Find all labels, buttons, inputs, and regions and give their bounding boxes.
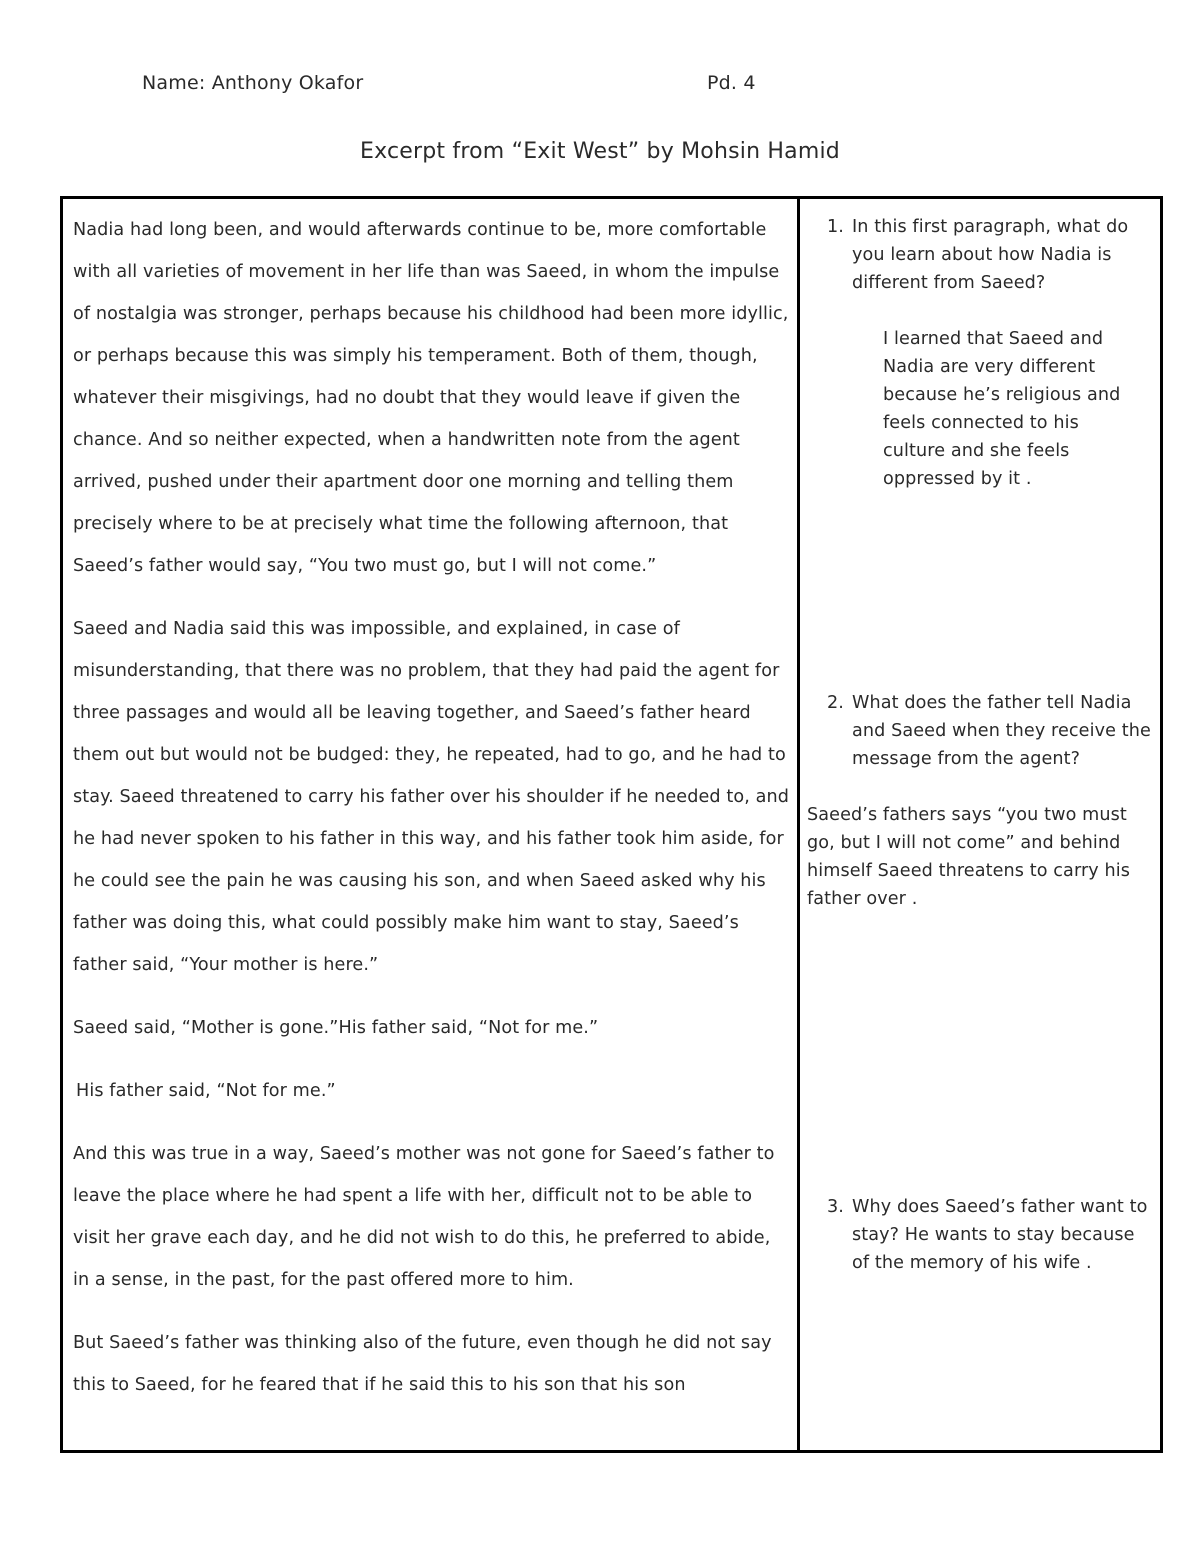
question-number: 1. <box>827 217 844 237</box>
passage-paragraph: Nadia had long been, and would afterwards continue to be, more comfortable with all varieties of movement in her life than was Saeed, in whom the impulse of nostalgia was stronger, perhaps because his childhood had been more idyllic, or perhaps because this was simply his temperament. Both of them, though, whatever their misgivings, had no doubt that they would leave if given the chance. And so neither expected, when a handwritten note from the agent arrived, pushed under their apartment door one morning and telling them precisely where to be at precisely what time the following afternoon, that Saeed’s father would say, “You two must go, but I will not come.” <box>73 220 789 576</box>
page-title: Excerpt from “Exit West” by Mohsin Hamid <box>360 139 840 164</box>
passage-paragraph: Saeed said, “Mother is gone.”His father said, “Not for me.” <box>73 1018 599 1038</box>
passage-paragraph: His father said, “Not for me.” <box>76 1081 336 1101</box>
question-number: 3. <box>827 1197 844 1217</box>
question-number: 2. <box>827 693 844 713</box>
question-text: Why does Saeed’s father want to stay? He wants to stay because of the memory of his wife . <box>852 1197 1148 1273</box>
question-3 <box>807 1193 1157 1277</box>
column-divider <box>797 199 800 1450</box>
question-text: What does the father tell Nadia and Saeed when they receive the message from the agent? <box>852 693 1151 769</box>
question-2 <box>807 689 1157 773</box>
passage-paragraph: But Saeed’s father was thinking also of the future, even though he did not say this to Saeed, for he feared that if he said this to his son that his son <box>73 1333 772 1395</box>
passage-paragraph: And this was true in a way, Saeed’s mother was not gone for Saeed’s father to leave the place where he had spent a life with her, difficult not to be able to visit her grave each day, and he did not wish to do this, he preferred to abide, in a sense, in the past, for the past offered more to him. <box>73 1144 775 1290</box>
question-1 <box>807 213 1157 297</box>
worksheet-table <box>60 196 1163 1453</box>
period-label: Pd. 4 <box>707 72 756 94</box>
passage-paragraph: Saeed and Nadia said this was impossible, and explained, in case of misunderstanding, that there was no problem, that they had paid the agent for three passages and would all be leaving together, and Saeed’s father heard them out but would not be budged: they, he repeated, had to go, and he had to stay. Saeed threatened to carry his father over his shoulder if he needed to, and he had never spoken to his father in this way, and his father took him aside, for he could see the pain he was causing his son, and when Saeed asked why his father was doing this, what could possibly make him want to stay, Saeed’s father said, “Your mother is here.” <box>73 619 789 975</box>
answer-2: Saeed’s fathers says “you two must go, but I will not come” and behind himself Saeed threatens to carry his father over . <box>807 805 1131 909</box>
name-label: Name: Anthony Okafor <box>142 72 364 94</box>
question-text: In this first paragraph, what do you learn about how Nadia is different from Saeed? <box>852 217 1129 293</box>
answer-1: I learned that Saeed and Nadia are very different because he’s religious and feels connected to his culture and she feels oppressed by it . <box>883 329 1121 489</box>
passage-column <box>73 209 789 1427</box>
questions-column <box>807 199 1157 1450</box>
